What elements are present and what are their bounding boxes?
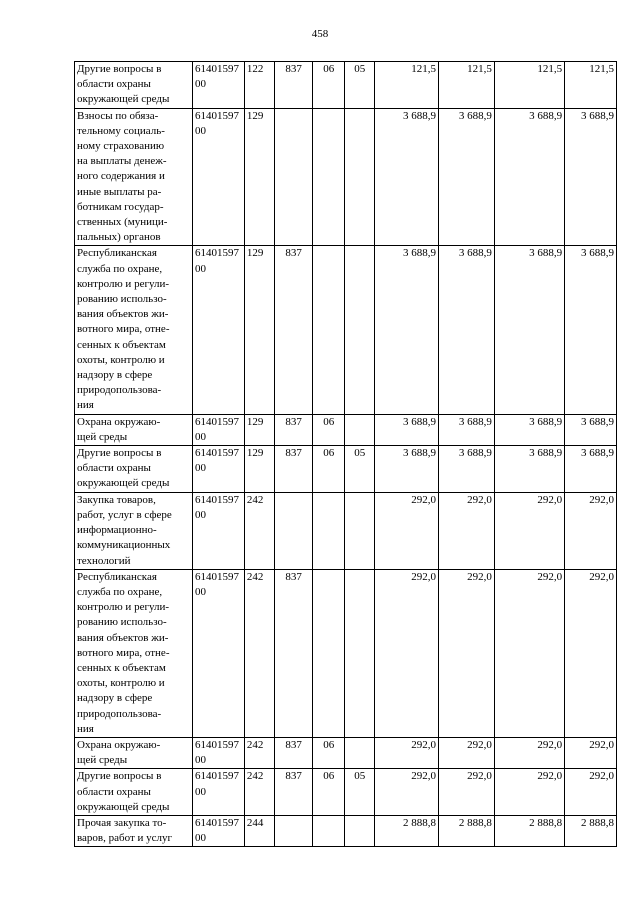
table-row bbox=[75, 492, 617, 569]
target-article-cell: 61401597 00 bbox=[192, 62, 244, 109]
amount-cell-3: 292,0 bbox=[494, 769, 564, 816]
amount-cell-1: 292,0 bbox=[374, 769, 438, 816]
section-cell bbox=[312, 492, 345, 569]
subsection-cell bbox=[345, 815, 374, 846]
amount-cell-2: 292,0 bbox=[439, 737, 495, 768]
target-article-cell: 61401597 00 bbox=[192, 414, 244, 445]
row-name-cell: Взносы по обяза- тельному социаль- ному страхованию на выплаты денеж- ного содержания и иные выплаты ра- ботникам государ- ственных (муници- пальных) органов bbox=[75, 108, 193, 246]
row-name-cell: Другие вопросы в области охраны окружающей среды bbox=[75, 769, 193, 816]
amount-cell-2: 3 688,9 bbox=[439, 446, 495, 493]
section-cell: 06 bbox=[312, 769, 345, 816]
amount-cell-1: 3 688,9 bbox=[374, 414, 438, 445]
amount-cell-1: 3 688,9 bbox=[374, 446, 438, 493]
row-name-cell: Охрана окружаю- щей среды bbox=[75, 737, 193, 768]
subsection-cell bbox=[345, 569, 374, 737]
row-name-cell: Республиканская служба по охране, контролю и регули- рованию использо- вания объектов жи- вотного мира, отне- сенных к объектам охоты, контролю и надзору в сфере природопользова- ния bbox=[75, 246, 193, 414]
table-row bbox=[75, 108, 617, 246]
amount-cell-1: 3 688,9 bbox=[374, 246, 438, 414]
administrator-cell: 837 bbox=[275, 446, 313, 493]
section-cell: 06 bbox=[312, 414, 345, 445]
section-cell bbox=[312, 246, 345, 414]
amount-cell-1: 2 888,8 bbox=[374, 815, 438, 846]
expense-type-cell: 242 bbox=[244, 569, 275, 737]
table-row bbox=[75, 815, 617, 846]
table-row bbox=[75, 737, 617, 768]
administrator-cell bbox=[275, 108, 313, 246]
amount-cell-2: 3 688,9 bbox=[439, 246, 495, 414]
amount-cell-3: 121,5 bbox=[494, 62, 564, 109]
row-name-cell: Другие вопросы в области охраны окружающей среды bbox=[75, 446, 193, 493]
administrator-cell bbox=[275, 815, 313, 846]
subsection-cell bbox=[345, 492, 374, 569]
table-row bbox=[75, 769, 617, 816]
administrator-cell: 837 bbox=[275, 62, 313, 109]
subsection-cell: 05 bbox=[345, 446, 374, 493]
expense-type-cell: 242 bbox=[244, 769, 275, 816]
amount-cell-2: 292,0 bbox=[439, 492, 495, 569]
administrator-cell: 837 bbox=[275, 414, 313, 445]
subsection-cell bbox=[345, 414, 374, 445]
table-row bbox=[75, 414, 617, 445]
section-cell bbox=[312, 569, 345, 737]
section-cell: 06 bbox=[312, 737, 345, 768]
section-cell bbox=[312, 108, 345, 246]
target-article-cell: 61401597 00 bbox=[192, 492, 244, 569]
subsection-cell: 05 bbox=[345, 62, 374, 109]
expense-type-cell: 129 bbox=[244, 246, 275, 414]
amount-cell-3: 3 688,9 bbox=[494, 108, 564, 246]
amount-cell-3: 3 688,9 bbox=[494, 246, 564, 414]
section-cell: 06 bbox=[312, 62, 345, 109]
administrator-cell: 837 bbox=[275, 246, 313, 414]
target-article-cell: 61401597 00 bbox=[192, 246, 244, 414]
table-row bbox=[75, 246, 617, 414]
section-cell: 06 bbox=[312, 446, 345, 493]
administrator-cell: 837 bbox=[275, 569, 313, 737]
expense-type-cell: 244 bbox=[244, 815, 275, 846]
table-row bbox=[75, 569, 617, 737]
expense-type-cell: 129 bbox=[244, 108, 275, 246]
row-name-cell: Прочая закупка то- варов, работ и услуг bbox=[75, 815, 193, 846]
amount-cell-2: 292,0 bbox=[439, 569, 495, 737]
amount-cell-3: 292,0 bbox=[494, 569, 564, 737]
amount-cell-4: 292,0 bbox=[565, 569, 617, 737]
amount-cell-4: 2 888,8 bbox=[565, 815, 617, 846]
amount-cell-2: 3 688,9 bbox=[439, 414, 495, 445]
target-article-cell: 61401597 00 bbox=[192, 569, 244, 737]
row-name-cell: Закупка товаров, работ, услуг в сфере информационно- коммуникационных технологий bbox=[75, 492, 193, 569]
target-article-cell: 61401597 00 bbox=[192, 737, 244, 768]
row-name-cell: Республиканская служба по охране, контролю и регули- рованию использо- вания объектов жи- вотного мира, отне- сенных к объектам охоты, контролю и надзору в сфере природопользова- ния bbox=[75, 569, 193, 737]
table-row bbox=[75, 446, 617, 493]
row-name-cell: Охрана окружаю- щей среды bbox=[75, 414, 193, 445]
administrator-cell bbox=[275, 492, 313, 569]
amount-cell-1: 121,5 bbox=[374, 62, 438, 109]
amount-cell-4: 121,5 bbox=[565, 62, 617, 109]
amount-cell-2: 2 888,8 bbox=[439, 815, 495, 846]
amount-cell-2: 121,5 bbox=[439, 62, 495, 109]
subsection-cell bbox=[345, 246, 374, 414]
row-name-cell: Другие вопросы в области охраны окружающей среды bbox=[75, 62, 193, 109]
amount-cell-2: 3 688,9 bbox=[439, 108, 495, 246]
amount-cell-3: 3 688,9 bbox=[494, 446, 564, 493]
amount-cell-4: 3 688,9 bbox=[565, 246, 617, 414]
expense-type-cell: 242 bbox=[244, 492, 275, 569]
section-cell bbox=[312, 815, 345, 846]
amount-cell-1: 292,0 bbox=[374, 492, 438, 569]
target-article-cell: 61401597 00 bbox=[192, 769, 244, 816]
amount-cell-1: 3 688,9 bbox=[374, 108, 438, 246]
target-article-cell: 61401597 00 bbox=[192, 108, 244, 246]
administrator-cell: 837 bbox=[275, 769, 313, 816]
expense-type-cell: 242 bbox=[244, 737, 275, 768]
amount-cell-4: 3 688,9 bbox=[565, 108, 617, 246]
amount-cell-3: 292,0 bbox=[494, 492, 564, 569]
amount-cell-4: 292,0 bbox=[565, 492, 617, 569]
amount-cell-1: 292,0 bbox=[374, 569, 438, 737]
amount-cell-4: 292,0 bbox=[565, 737, 617, 768]
expense-type-cell: 129 bbox=[244, 414, 275, 445]
administrator-cell: 837 bbox=[275, 737, 313, 768]
amount-cell-3: 292,0 bbox=[494, 737, 564, 768]
subsection-cell: 05 bbox=[345, 769, 374, 816]
expense-type-cell: 129 bbox=[244, 446, 275, 493]
budget-table-body bbox=[75, 62, 617, 847]
amount-cell-4: 3 688,9 bbox=[565, 414, 617, 445]
page-number: 458 bbox=[311, 28, 329, 40]
budget-table bbox=[74, 61, 617, 847]
amount-cell-1: 292,0 bbox=[374, 737, 438, 768]
expense-type-cell: 122 bbox=[244, 62, 275, 109]
amount-cell-4: 3 688,9 bbox=[565, 446, 617, 493]
subsection-cell bbox=[345, 737, 374, 768]
amount-cell-3: 3 688,9 bbox=[494, 414, 564, 445]
target-article-cell: 61401597 00 bbox=[192, 815, 244, 846]
amount-cell-4: 292,0 bbox=[565, 769, 617, 816]
amount-cell-2: 292,0 bbox=[439, 769, 495, 816]
subsection-cell bbox=[345, 108, 374, 246]
table-row bbox=[75, 62, 617, 109]
target-article-cell: 61401597 00 bbox=[192, 446, 244, 493]
amount-cell-3: 2 888,8 bbox=[494, 815, 564, 846]
